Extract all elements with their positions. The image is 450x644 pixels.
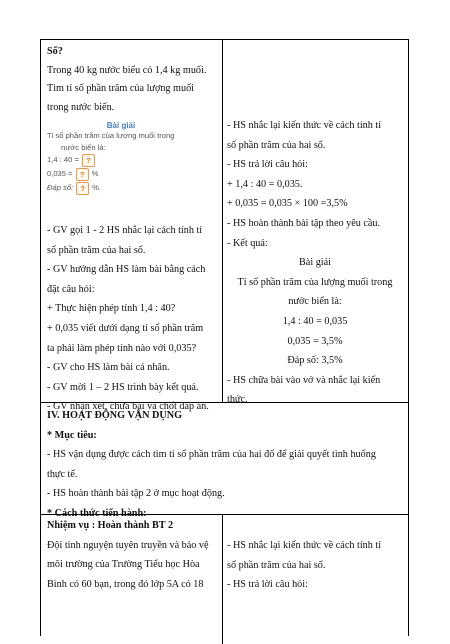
task-student-cell xyxy=(227,536,403,595)
student-line: số phần trăm của hai số. xyxy=(227,139,326,151)
objective-label: * Mục tiêu: xyxy=(47,429,97,441)
task-line: Bình có 60 bạn, trong đó lớp 5A có 18 xyxy=(47,578,204,590)
task-title: Nhiệm vụ : Hoàn thành BT 2 xyxy=(47,520,174,531)
teacher-activity-cell xyxy=(47,42,217,417)
exercise-heading: Số? xyxy=(47,46,63,57)
step-line: - GV cho HS làm bài cá nhân. xyxy=(47,362,170,374)
figure-row-suffix: %. xyxy=(92,183,102,193)
step-line: - GV hướng dẫn HS làm bài bằng cách xyxy=(47,264,206,276)
step-line: ta phải làm phép tính nào với 0,035? xyxy=(47,342,197,354)
column-divider-bottom xyxy=(222,514,223,644)
objective-line: - HS vận dụng được cách tìm tỉ số phần trăm của hai đố để giải quyết tình huống xyxy=(47,449,376,461)
step-line: đặt câu hỏi: xyxy=(47,283,95,295)
student-line: - HS chữa bài vào vở và nhắc lại kiến xyxy=(227,374,381,386)
section-title: IV. HOẠT ĐỘNG VẬN DỤNG xyxy=(47,410,183,421)
step-line: + Thực hiện phép tính 1,4 : 40? xyxy=(47,303,176,315)
step-line: số phần trăm của hai số. xyxy=(47,244,146,256)
solution-figure xyxy=(47,121,205,215)
problem-line: trong nước biển. xyxy=(47,101,115,113)
figure-row-prefix: 0,035 = xyxy=(47,169,73,179)
method-label: * Cách thức tiến hành: xyxy=(47,507,147,519)
step-line: - GV nhận xét, chữa bài và chốt đáp án. xyxy=(47,401,209,413)
task-line: môi trường của Trường Tiểu học Hòa xyxy=(47,559,200,571)
solution-line: Đáp số: 3,5% xyxy=(287,355,343,367)
solution-line: 0,035 = 3,5% xyxy=(287,335,343,347)
solution-line: 1,4 : 40 = 0,035 xyxy=(282,315,348,327)
solution-line: Bài giải xyxy=(299,257,331,269)
step-line: - GV gọi 1 - 2 HS nhắc lại cách tính tỉ xyxy=(47,225,203,237)
solution-line: Tỉ số phần trăm của lượng muối trong xyxy=(237,276,393,288)
student-activity-cell xyxy=(227,116,403,410)
student-line: + 0,035 = 0,035 × 100 =3,5% xyxy=(227,198,348,210)
task-line: Đội tình nguyện tuyên truyền và bảo vệ xyxy=(47,539,209,551)
student-line: - HS nhắc lại kiến thức về cách tính tỉ xyxy=(227,120,382,131)
figure-row-1 xyxy=(47,153,205,167)
figure-row-3 xyxy=(47,181,205,195)
figure-row-prefix: Đáp số: xyxy=(47,183,74,193)
problem-line: Trong 40 kg nước biểu có 1,4 kg muối. xyxy=(47,64,207,76)
section-cell xyxy=(47,406,405,524)
figure-line: Tỉ số phần trăm của lượng muối trong xyxy=(47,131,175,141)
figure-row-suffix: % xyxy=(91,169,99,179)
student-line: - HS hoàn thành bài tập theo yêu cầu. xyxy=(227,217,381,229)
task-student-line: số phần trăm của hai số. xyxy=(227,559,326,571)
objective-line: - HS hoàn thành bài tập 2 ở mục hoạt động. xyxy=(47,488,225,500)
figure-line: nước biển là: xyxy=(61,142,106,152)
objective-line: thực tế. xyxy=(47,468,78,480)
figure-title: Bài giải xyxy=(106,121,136,131)
column-divider-top xyxy=(222,40,223,402)
student-line: thức. xyxy=(227,394,248,406)
student-line: - Kết quả: xyxy=(227,237,268,249)
question-box: ? xyxy=(76,168,89,181)
figure-row-2 xyxy=(47,167,205,181)
student-line: + 1,4 : 40 = 0,035. xyxy=(227,178,303,190)
task-teacher-cell xyxy=(47,516,217,594)
figure-row-prefix: 1,4 : 40 = xyxy=(47,155,79,165)
step-line: + 0,035 viết dưới dạng tỉ số phần trăm xyxy=(47,323,204,335)
solution-line: nước biển là: xyxy=(288,296,342,308)
task-student-line: - HS nhắc lại kiến thức về cách tính tỉ xyxy=(227,540,382,551)
question-box: ? xyxy=(82,154,95,167)
task-student-line: - HS trả lời câu hỏi: xyxy=(227,579,308,591)
problem-line: Tìm tỉ số phần trăm của lượng muối xyxy=(47,83,195,95)
step-line: - GV mời 1 – 2 HS trình bày kết quả. xyxy=(47,381,199,393)
student-line: - HS trả lời câu hỏi: xyxy=(227,159,308,171)
lesson-plan-table xyxy=(40,39,409,636)
question-box: ? xyxy=(76,182,89,195)
